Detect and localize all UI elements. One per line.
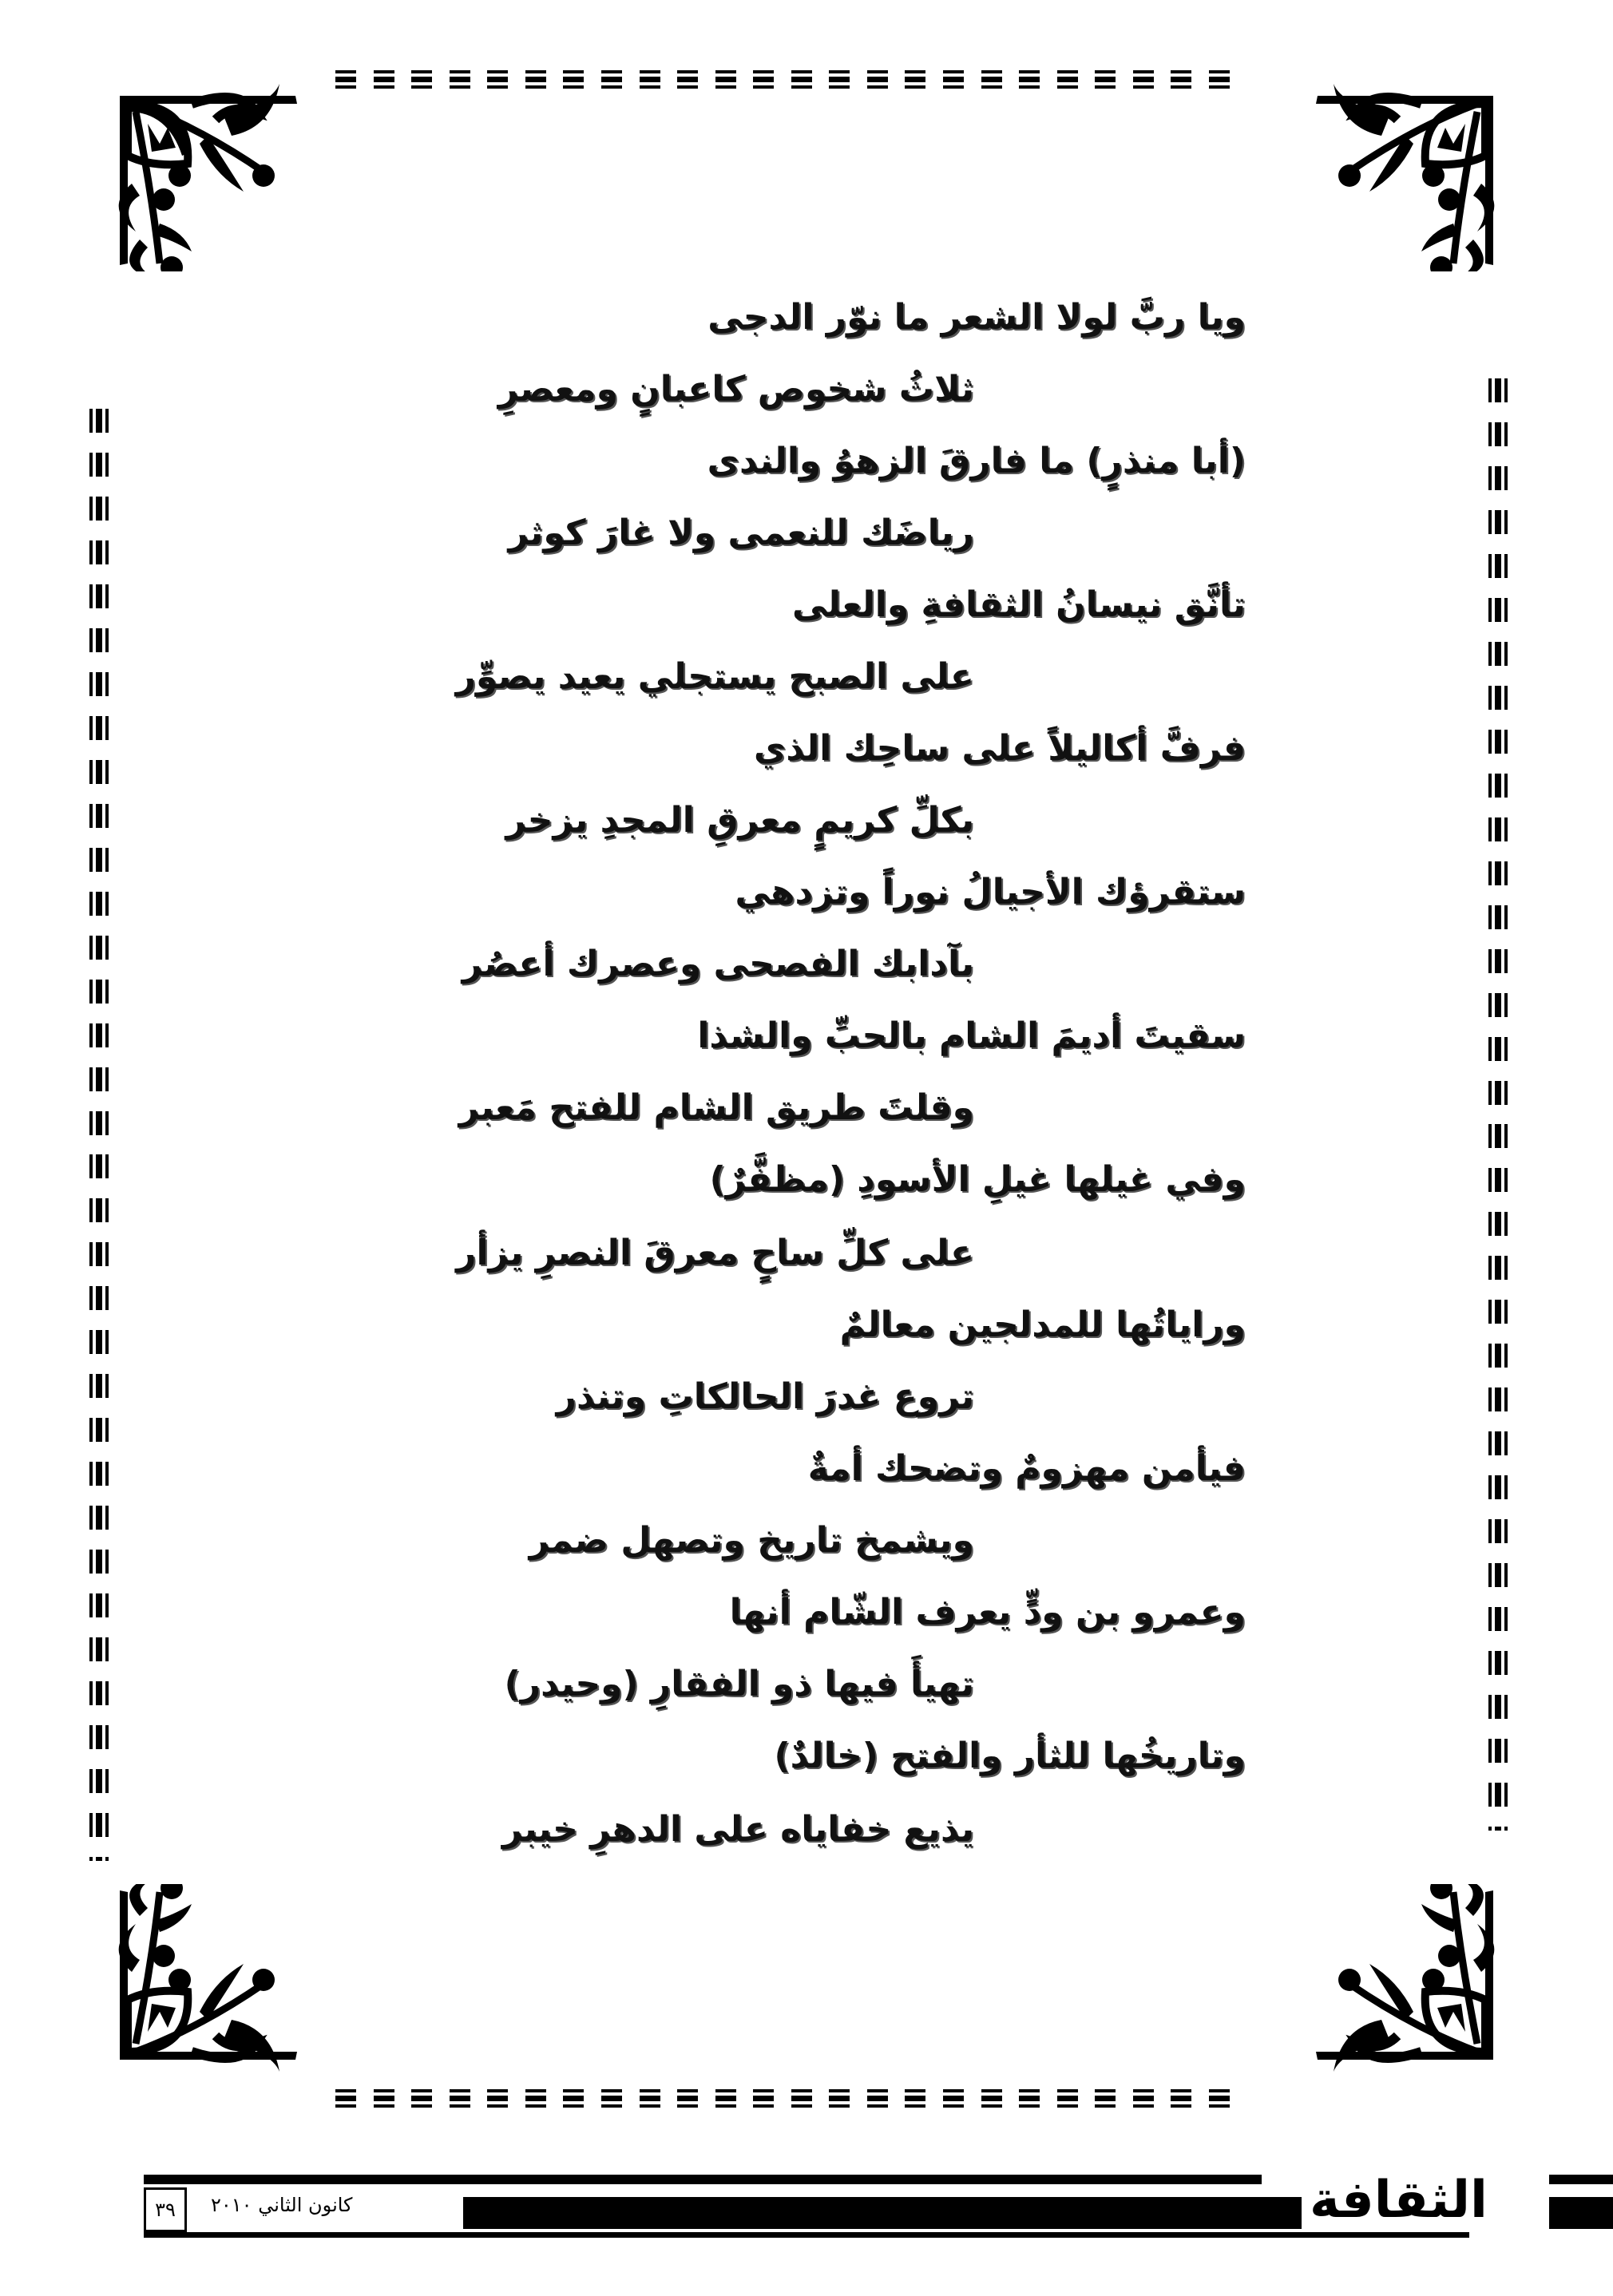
- poem-line: تأنَّق نيسانُ الثقافةِ والعلى: [791, 584, 1246, 625]
- brand-left-bar: [1262, 2197, 1302, 2229]
- poem-line: وتاريخُها للثأر والفتح (خالدٌ): [774, 1736, 1246, 1776]
- poem-line: وفي غيلها غيلِ الأسودِ (مظفَّرٌ): [709, 1159, 1246, 1200]
- poem-line: ستقرؤك الأجيالُ نوراً وتزدهي: [735, 872, 1246, 912]
- poem-line: ثلاثُ شخوص كاعبانٍ ومعصرِ: [497, 369, 974, 410]
- poem-line: وعمرو بن ودٍّ يعرف الشّام أنها: [729, 1592, 1246, 1633]
- poem-line: على الصبح يستجلي يعيد يصوِّر: [455, 656, 974, 697]
- poem-line: ويشمخ تاريخ وتصهل ضمر: [529, 1520, 974, 1561]
- poem-line: (أبا منذرٍ) ما فارقَ الزهوُ والندى: [707, 441, 1246, 481]
- brand-right-thick-bar: [1549, 2197, 1613, 2229]
- brand-right-thin-bar: [1549, 2175, 1613, 2184]
- poem-line: سقيتَ أديمَ الشام بالحبِّ والشذا: [697, 1015, 1246, 1056]
- footer-top-rule: [144, 2175, 1262, 2184]
- poem-line: يذيع خفاياه على الدهرِ خيبر: [501, 1809, 974, 1850]
- poem-line: ويا ربَّ لولا الشعر ما نوّر الدجى: [707, 297, 1246, 338]
- poem-line: تروع غدرَ الحالكاتِ وتنذر: [556, 1376, 974, 1417]
- poem-line: بكلِّ كريمٍ معرقِ المجدِ يزخر: [505, 800, 974, 841]
- poem-line: تهيأَ فيها ذو الفقارِ (وحيدر): [504, 1664, 974, 1704]
- footer-bottom-rule: [144, 2232, 1469, 2238]
- poem-line: رياضَك للنعمى ولا غارَ كوثر: [508, 513, 974, 553]
- poem-line: وقلتَ طريق الشام للفتح مَعبر: [458, 1087, 974, 1128]
- poem-line: بآدابك الفصحى وعصرك أعصُر: [462, 944, 974, 984]
- poem-line: ورایاتُها للمدلجين معالمٌ: [839, 1304, 1246, 1345]
- issue-date: كانون الثاني ٢٠١٠: [211, 2194, 353, 2216]
- page-footer: [144, 2155, 1488, 2243]
- poem-line: فرفَّ أكاليلاً على ساحِك الذي: [754, 728, 1246, 769]
- poem-line: على كلِّ ساحٍ معرقَ النصرِ يزأر: [456, 1233, 974, 1273]
- page-number: ٣٩: [144, 2187, 187, 2232]
- magazine-logo: الثقافة: [1310, 2171, 1488, 2230]
- poem-line: فيأمن مهزومٌ وتضحك أمةٌ: [807, 1448, 1246, 1489]
- footer-thick-bar: [463, 2197, 1262, 2229]
